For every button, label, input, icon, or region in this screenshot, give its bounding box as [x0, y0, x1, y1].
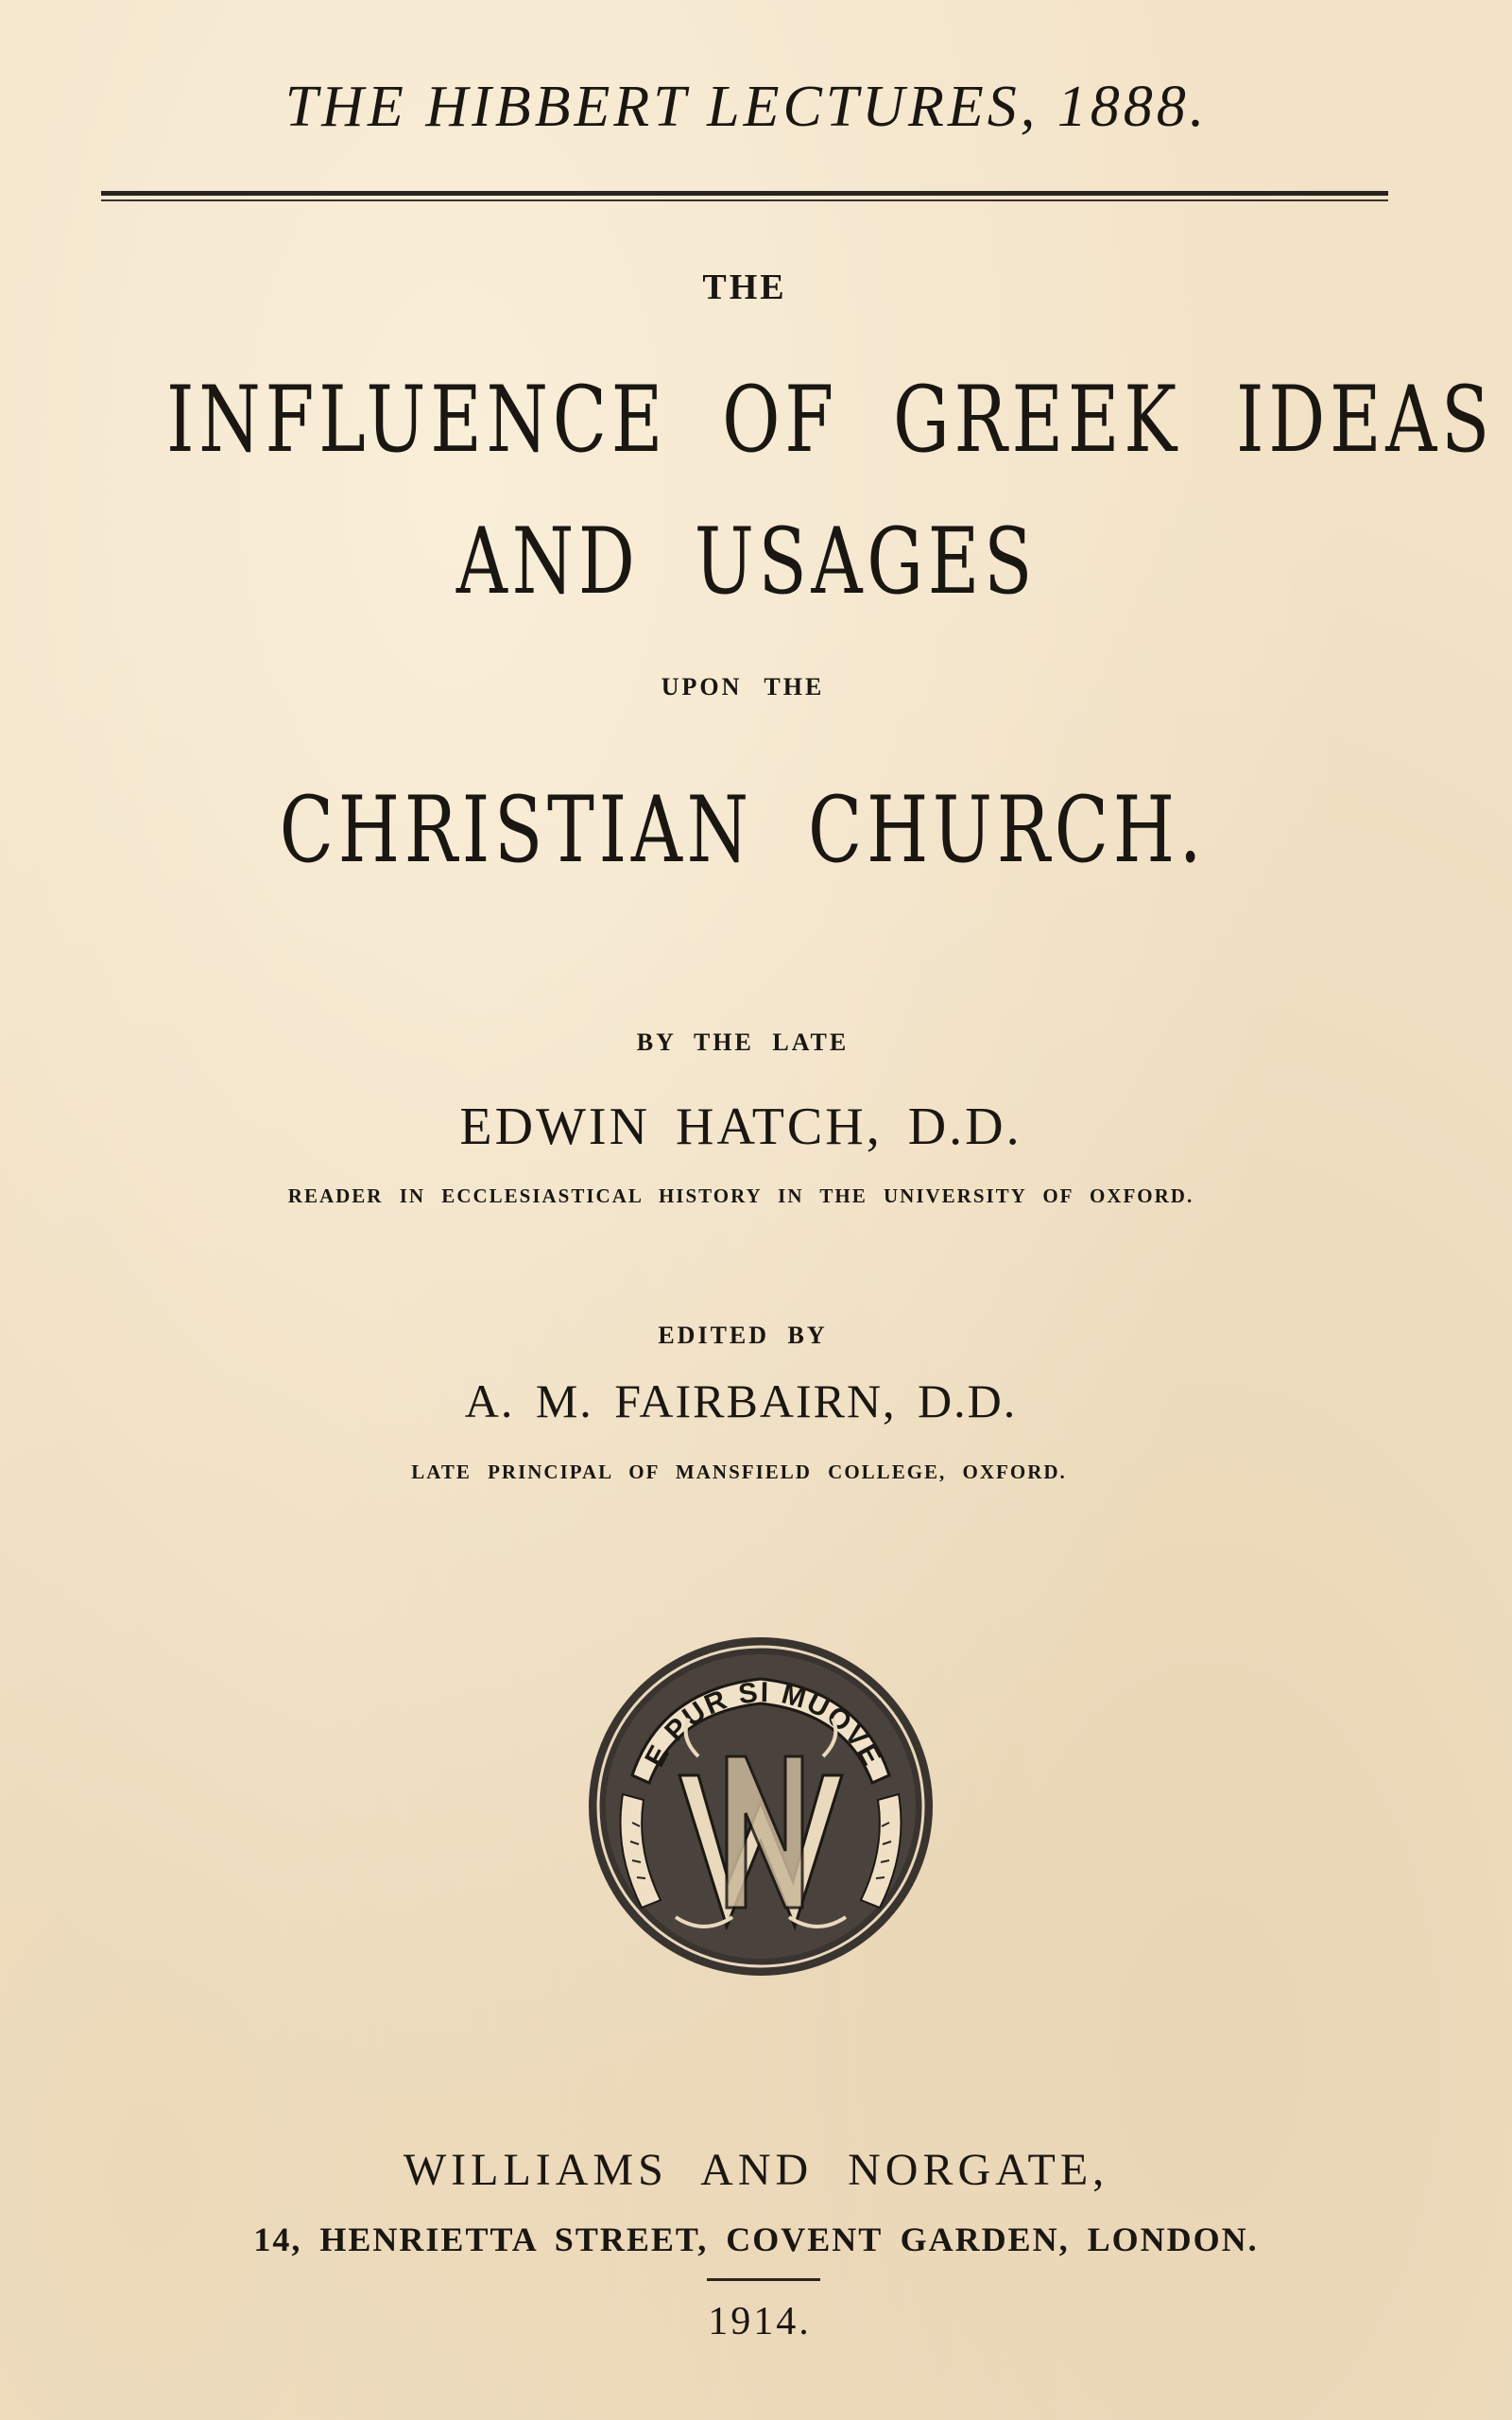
publication-year: 1914. [708, 2300, 812, 2343]
author-role: READER IN ECCLESIASTICAL HISTORY IN THE UNIVERSITY OF OXFORD. [287, 1184, 1194, 1207]
editor-intro: EDITED BY [658, 1322, 828, 1349]
title-line-1: INFLUENCE OF GREEK IDEAS [166, 367, 1495, 473]
publisher-name: WILLIAMS AND NORGATE, [403, 2145, 1109, 2195]
title-line-3: CHRISTIAN CHURCH. [279, 777, 1207, 883]
publisher-address: 14, HENRIETTA STREET, COVENT GARDEN, LONDON. [253, 2221, 1259, 2258]
running-head: THE HIBBERT LECTURES, 1888. [284, 75, 1209, 139]
title-line-2: AND USAGES [455, 509, 1038, 614]
imprint-rule [707, 2278, 820, 2281]
header-rule [101, 191, 1388, 196]
author-intro: BY THE LATE [636, 1028, 850, 1056]
seal-motto: E PUR SI MUOVE [639, 1676, 888, 1772]
author-name: EDWIN HATCH, D.D. [459, 1098, 1022, 1156]
publisher-seal [585, 1634, 936, 1979]
title-article: THE [702, 268, 787, 307]
editor-name: A. M. FAIRBAIRN, D.D. [464, 1374, 1018, 1427]
header-rule-thin [101, 199, 1388, 201]
editor-role: LATE PRINCIPAL OF MANSFIELD COLLEGE, OXFORD. [411, 1461, 1067, 1483]
title-connector: UPON THE [661, 673, 825, 700]
